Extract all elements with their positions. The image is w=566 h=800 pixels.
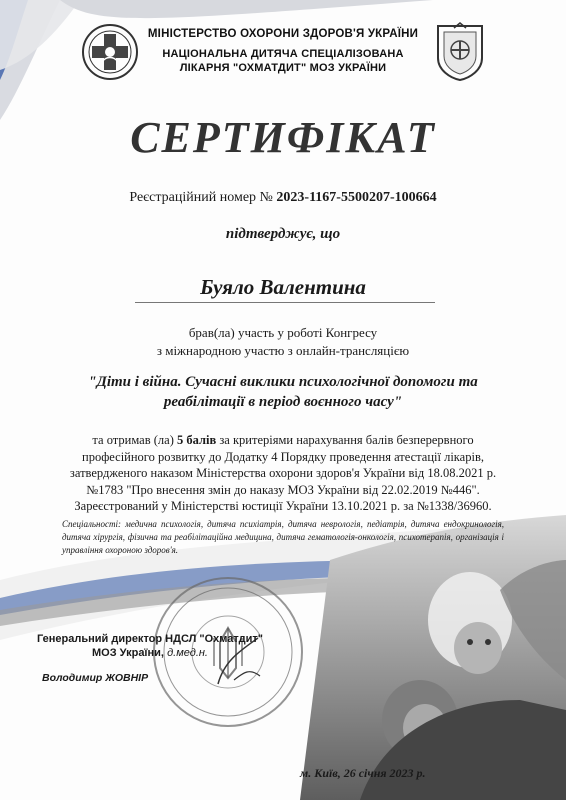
congress-title-line1: "Діти і війна. Сучасні виклики психологічної допомоги та: [88, 374, 478, 390]
registration-label: Реєстраційний номер №: [129, 190, 273, 205]
hospital-name-line1: НАЦІОНАЛЬНА ДИТЯЧА СПЕЦІАЛІЗОВАНА: [162, 48, 404, 60]
points-line2: професійного розвитку до Додатку 4 Порядку проведення атестації лікарів,: [82, 449, 484, 464]
points-line3: затвердженого наказом Міністерства охорони здоров'я України від 18.08.2021 р.: [69, 466, 497, 480]
congress-title-line2: реабілітації в період воєнного часу": [163, 394, 403, 410]
points-line5: Зареєстрований у Міністерстві юстиції України 13.10.2021 р. за №1338/36960.: [74, 499, 492, 513]
participation-line1: брав(ла) участь у роботі Конгресу: [188, 325, 378, 340]
points-line4: №1783 "Про внесення змін до наказу МОЗ України від 22.02.2019 №446".: [86, 482, 480, 497]
participation-text: [0, 324, 566, 360]
director-title: [30, 632, 270, 660]
recipient-name: Буяло Валентина: [200, 275, 366, 299]
director-degree: д.мед.н.: [167, 647, 208, 659]
points-statement: [58, 432, 508, 515]
director-line1: Генеральний директор НДСЛ "Охматдит": [36, 633, 263, 645]
certificate-title: СЕРТИФІКАТ: [130, 113, 436, 162]
registration-value: 2023-1167-5500207-100664: [276, 190, 437, 205]
points-line1: та отримав (ла) 5 балів за критеріями нарахування балів безперервного: [92, 433, 474, 447]
registration-number: [0, 190, 566, 206]
congress-title: [40, 372, 526, 412]
confirms-text: підтверджує, що: [225, 226, 341, 242]
specialties-list: медична психологія, дитяча психіатрія, дитяча неврологія, педіатрія, дитяча ендокринологія, дитяча хірургія, фізична та реабілітаційна медицина, дитяча гематологія-онкологія, психотерапія, організація і управління охороною здоров'я.: [62, 519, 505, 555]
points-value: 5 балів: [177, 433, 217, 447]
name-underline: [135, 302, 435, 303]
director-line2: МОЗ України, д.мед.н.: [92, 647, 208, 659]
signer-name: Володимир ЖОВНІР: [42, 672, 149, 684]
specialties: [62, 518, 504, 557]
hospital-name-line2: ЛІКАРНЯ "ОХМАТДИТ" МОЗ УКРАЇНИ: [179, 62, 387, 74]
participation-line2: з міжнародною участю з онлайн-трансляцією: [156, 343, 410, 358]
ministry-name: МІНІСТЕРСТВО ОХОРОНИ ЗДОРОВ'Я УКРАЇНИ: [147, 28, 419, 40]
place-and-date: м. Київ, 26 січня 2023 р.: [300, 766, 426, 780]
specialties-label: Спеціальності:: [62, 519, 121, 529]
